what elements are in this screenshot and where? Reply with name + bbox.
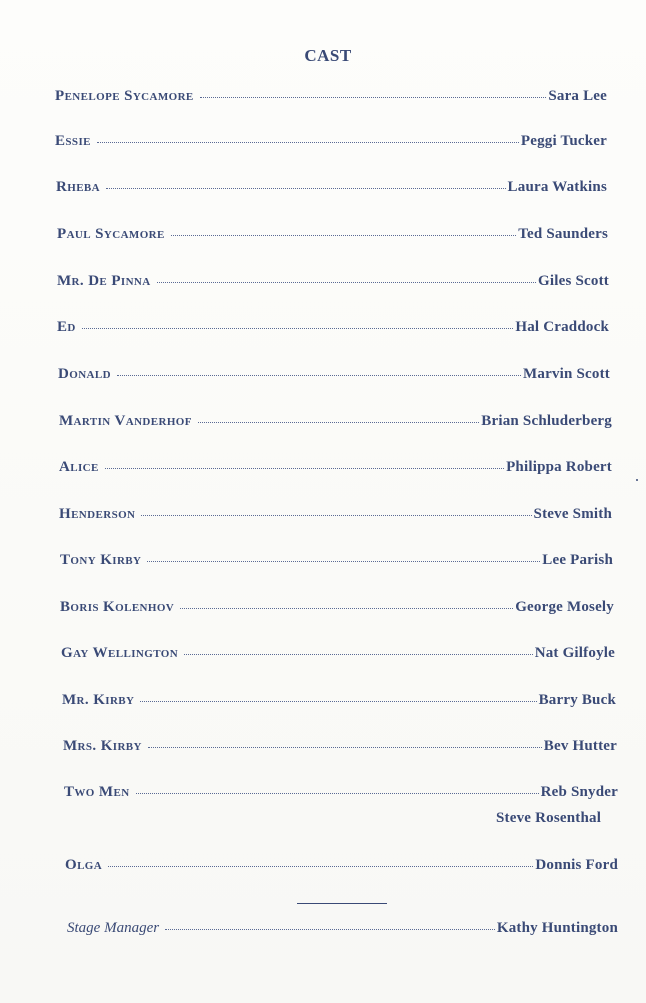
cast-row-boris-kolenhov [60, 599, 614, 616]
actor-name: Barry Buck [538, 692, 616, 708]
dot-leader [198, 422, 479, 423]
dot-leader [97, 142, 519, 143]
cast-row-mr-de-pinna [57, 273, 609, 290]
role-name: Henderson [59, 506, 136, 522]
actor-name: Hal Craddock [515, 319, 609, 335]
dot-leader [117, 375, 521, 376]
dot-leader [140, 701, 536, 702]
cast-row-martin-vanderhof [59, 413, 612, 430]
role-name: Martin Vanderhof [59, 413, 192, 429]
cast-row-two-men [64, 784, 618, 801]
cast-row-paul-sycamore [57, 226, 608, 243]
cast-row-olga [65, 857, 618, 874]
actor-name-second: Steve Rosenthal [496, 810, 602, 826]
cast-row-rheba [56, 179, 607, 196]
ink-speck [636, 479, 638, 481]
role-name: Stage Manager [67, 920, 160, 936]
crew-row-stage-manager [67, 920, 618, 937]
role-name: Olga [65, 857, 103, 873]
cast-row-donald [58, 366, 610, 383]
actor-name: Reb Snyder [540, 784, 618, 800]
dot-leader [105, 468, 504, 469]
role-name: Gay Wellington [61, 645, 179, 661]
dot-leader [180, 608, 513, 609]
role-name: Tony Kirby [60, 552, 142, 568]
role-name: Boris Kolenhov [60, 599, 175, 615]
role-name: Penelope Sycamore [55, 88, 194, 104]
cast-row-essie [55, 133, 607, 150]
dot-leader [165, 929, 495, 930]
role-name: Ed [57, 319, 76, 335]
actor-name: Nat Gilfoyle [534, 645, 615, 661]
actor-name: Bev Hutter [543, 738, 617, 754]
actor-name: Giles Scott [538, 273, 609, 289]
role-name: Donald [58, 366, 111, 382]
actor-name: Brian Schluderberg [481, 413, 612, 429]
actor-name: Kathy Huntington [496, 920, 618, 936]
role-name: Essie [55, 133, 91, 149]
dot-leader [157, 282, 536, 283]
cast-heading: CAST [304, 46, 352, 65]
actor-name: Ted Saunders [518, 226, 608, 242]
cast-row-ed [57, 319, 609, 336]
cast-row-henderson [59, 506, 612, 523]
dot-leader [106, 188, 506, 189]
actor-name: Marvin Scott [523, 366, 610, 382]
actor-name: Philippa Robert [506, 459, 612, 475]
role-name: Two Men [64, 784, 130, 800]
actor-name: Peggi Tucker [520, 133, 607, 149]
cast-row-alice [59, 459, 612, 476]
cast-row-mr-kirby [62, 692, 616, 709]
cast-row-penelope-sycamore [55, 88, 607, 105]
actor-name: Steve Smith [533, 506, 612, 522]
actor-name: Laura Watkins [507, 179, 607, 195]
role-name: Paul Sycamore [57, 226, 165, 242]
dot-leader [108, 866, 533, 867]
actor-name: Donnis Ford [535, 857, 618, 873]
cast-row-tony-kirby [60, 552, 613, 569]
role-name: Mr. Kirby [62, 692, 135, 708]
section-divider [297, 903, 387, 904]
dot-leader [184, 654, 533, 655]
role-name: Mr. De Pinna [57, 273, 151, 289]
dot-leader [147, 561, 540, 562]
role-name: Rheba [56, 179, 101, 195]
dot-leader [136, 793, 539, 794]
actor-name: George Mosely [515, 599, 614, 615]
cast-row-gay-wellington [61, 645, 615, 662]
dot-leader [200, 97, 547, 98]
actor-name: Lee Parish [542, 552, 613, 568]
dot-leader [148, 747, 542, 748]
cast-row-mrs-kirby [63, 738, 617, 755]
role-name: Alice [59, 459, 99, 475]
dot-leader [171, 235, 516, 236]
dot-leader [141, 515, 531, 516]
actor-name: Sara Lee [548, 88, 607, 104]
role-name: Mrs. Kirby [63, 738, 142, 754]
dot-leader [82, 328, 514, 329]
